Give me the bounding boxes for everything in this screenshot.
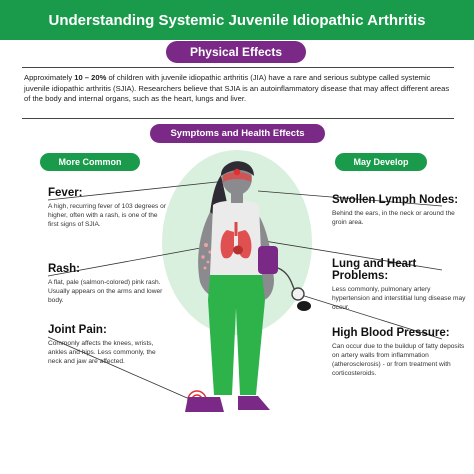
fever-desc: A high, recurring fever of 103 degrees or higher, often with a rash, is one of the first signs of SJIA. — [48, 203, 167, 228]
fever-block — [48, 187, 168, 229]
trachea-icon — [235, 222, 238, 236]
rash-title: Rash: — [48, 263, 80, 275]
page-title: Understanding Systemic Juvenile Idiopathic Arthritis — [48, 11, 426, 29]
right-shoe — [238, 396, 270, 410]
intro-highlight: 10 – 20% — [74, 73, 107, 82]
blood-pressure-desc: Can occur due to the buildup of fatty deposits on artery walls from inflammation (atherosclerosis) - or from treatment with corticosteroids. — [332, 343, 465, 377]
lung-heart-block — [332, 258, 467, 312]
blood-pressure-block — [332, 327, 467, 378]
physical-effects-label: Physical Effects — [189, 45, 283, 59]
bp-tube — [278, 268, 296, 292]
joint-pain-title: Joint Pain: — [48, 324, 107, 336]
more-common-label: More Common — [58, 157, 122, 167]
lung-heart-title: Lung and Heart Problems: — [332, 258, 417, 282]
blood-pressure-title: High Blood Pressure: — [332, 327, 450, 339]
swollen-lymph-title: Swollen Lymph Nodes: — [332, 194, 459, 206]
rash-block — [48, 263, 168, 305]
heart-icon — [233, 246, 243, 255]
lung-heart-desc: Less commonly, pulmonary artery hypertension and interstitial lung disease may occur. — [332, 286, 466, 311]
swollen-lymph-desc: Behind the ears, in the neck or around the groin area. — [332, 210, 455, 226]
rash-desc: A flat, pale (salmon-colored) pink rash. Usually appears on the arms and lower body. — [48, 279, 163, 304]
fever-heat-icon — [234, 169, 240, 175]
symptoms-label: Symptoms and Health Effects — [170, 128, 305, 139]
bp-bulb-icon — [297, 301, 311, 311]
intro-suffix: of children with juvenile idiopathic arthritis (JIA) have a rare and serious subtype called systemic juvenile idiopathic arthritis (SJIA). Researchers believe that SJIA is an autoinflammatory disease that may affect different areas of the body and internal organs, such as the heart, lungs and liver. — [24, 73, 450, 103]
blood-pressure-cuff-icon — [258, 246, 278, 274]
joint-pain-block — [48, 324, 168, 366]
joint-pain-desc: Commonly affects the knees, wrists, ankles and hips. Less commonly, the neck and jaw are affected. — [48, 340, 156, 365]
fever-title: Fever: — [48, 187, 83, 199]
shirt — [210, 201, 262, 276]
intro-prefix: Approximately — [24, 73, 75, 82]
swollen-lymph-block — [332, 194, 462, 227]
bp-gauge-icon — [292, 288, 304, 300]
pants — [208, 275, 265, 395]
left-shoe — [185, 397, 224, 412]
may-develop-label: May Develop — [353, 157, 409, 167]
